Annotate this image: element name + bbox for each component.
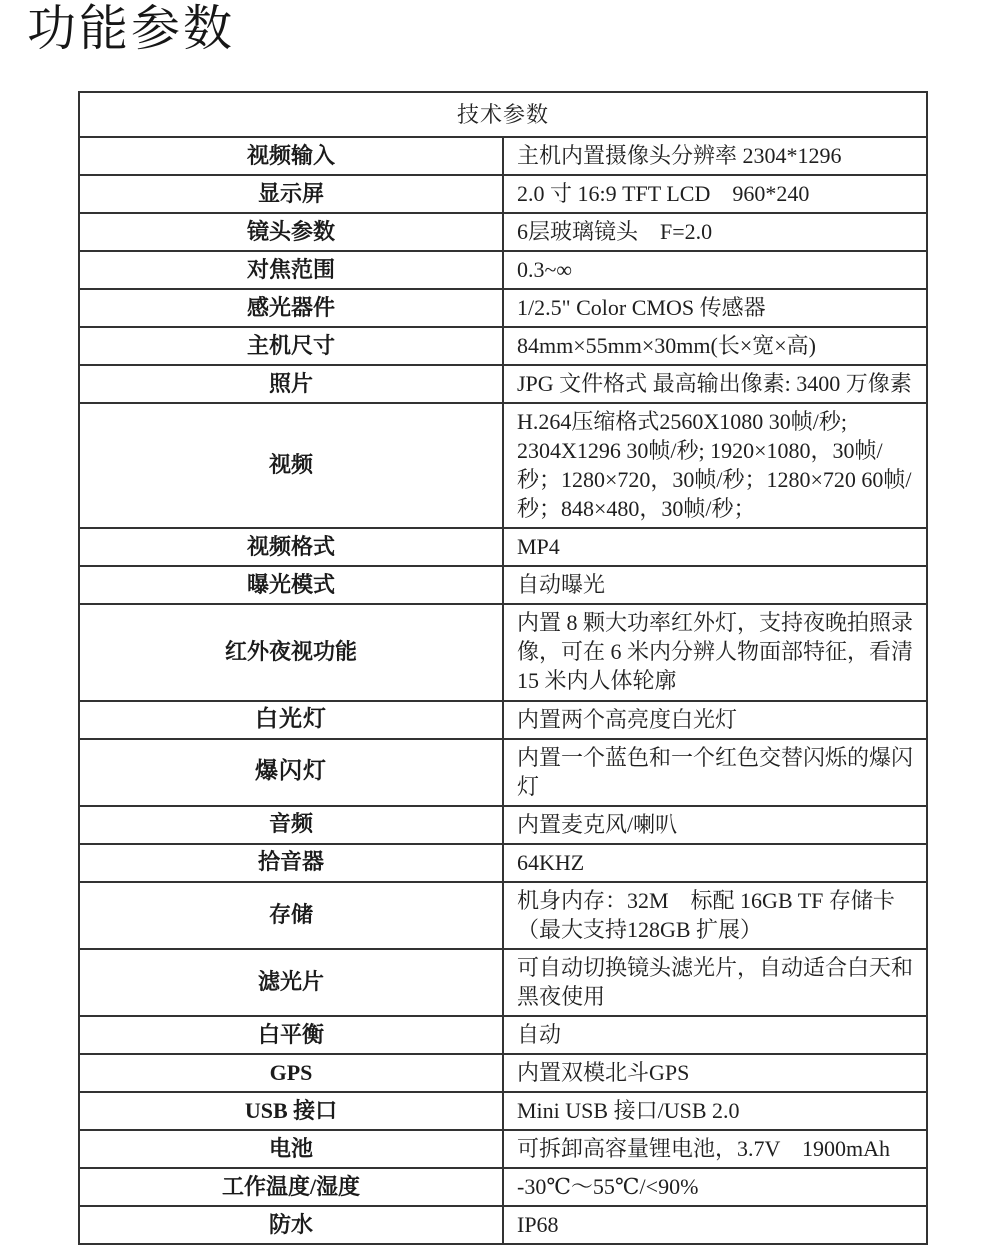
- spec-label: 白光灯: [79, 701, 503, 739]
- spec-label: GPS: [79, 1054, 503, 1092]
- spec-value: MP4: [503, 528, 927, 566]
- table-row: [79, 1092, 927, 1130]
- spec-label: 视频: [79, 403, 503, 528]
- spec-label: 主机尺寸: [79, 327, 503, 365]
- page-title: 功能参数: [27, 0, 236, 57]
- table-row: [79, 604, 927, 700]
- spec-value: 0.3~∞: [503, 251, 927, 289]
- table-row: [79, 213, 927, 251]
- table-header: 技术参数: [79, 92, 927, 137]
- table-row: [79, 701, 927, 739]
- spec-label: 镜头参数: [79, 213, 503, 251]
- table-row: [79, 1168, 927, 1206]
- spec-value: 6层玻璃镜头 F=2.0: [503, 213, 927, 251]
- spec-label: 视频格式: [79, 528, 503, 566]
- spec-value: 1/2.5" Color CMOS 传感器: [503, 289, 927, 327]
- spec-value: 可自动切换镜头滤光片，自动适合白天和黑夜使用: [503, 949, 927, 1016]
- spec-label: USB 接口: [79, 1092, 503, 1130]
- table-row: [79, 806, 927, 844]
- spec-value: 84mm×55mm×30mm(长×宽×高): [503, 327, 927, 365]
- table-row: [79, 327, 927, 365]
- table-row: [79, 365, 927, 403]
- spec-table: [78, 91, 928, 1245]
- spec-value: JPG 文件格式 最高输出像素: 3400 万像素: [503, 365, 927, 403]
- spec-label: 防水: [79, 1206, 503, 1244]
- spec-label: 曝光模式: [79, 566, 503, 604]
- spec-label: 感光器件: [79, 289, 503, 327]
- spec-label: 显示屏: [79, 175, 503, 213]
- spec-value: -30℃～55℃/<90%: [503, 1168, 927, 1206]
- spec-table-head: [79, 92, 927, 137]
- spec-value: 2.0 寸 16:9 TFT LCD 960*240: [503, 175, 927, 213]
- spec-value: 内置双模北斗GPS: [503, 1054, 927, 1092]
- spec-value: 主机内置摄像头分辨率 2304*1296: [503, 137, 927, 175]
- table-row: [79, 844, 927, 882]
- spec-value: 可拆卸高容量锂电池，3.7V 1900mAh: [503, 1130, 927, 1168]
- spec-value: 64KHZ: [503, 844, 927, 882]
- spec-label: 爆闪灯: [79, 739, 503, 806]
- spec-value: 内置麦克风/喇叭: [503, 806, 927, 844]
- table-row: [79, 175, 927, 213]
- spec-value: 内置 8 颗大功率红外灯，支持夜晚拍照录像，可在 6 米内分辨人物面部特征，看清 15 米内人体轮廓: [503, 604, 927, 700]
- spec-value: 自动: [503, 1016, 927, 1054]
- table-row: [79, 251, 927, 289]
- spec-value: IP68: [503, 1206, 927, 1244]
- spec-label: 音频: [79, 806, 503, 844]
- spec-label: 电池: [79, 1130, 503, 1168]
- spec-label: 存储: [79, 882, 503, 949]
- table-row: [79, 1130, 927, 1168]
- spec-label: 照片: [79, 365, 503, 403]
- spec-label: 视频输入: [79, 137, 503, 175]
- spec-value: 自动曝光: [503, 566, 927, 604]
- table-row: [79, 1206, 927, 1244]
- spec-table-body: [79, 137, 927, 1244]
- table-row: [79, 882, 927, 949]
- table-row: [79, 566, 927, 604]
- spec-value: 机身内存：32M 标配 16GB TF 存储卡（最大支持128GB 扩展）: [503, 882, 927, 949]
- table-row: [79, 403, 927, 528]
- table-row: [79, 949, 927, 1016]
- spec-value: Mini USB 接口/USB 2.0: [503, 1092, 927, 1130]
- spec-label: 滤光片: [79, 949, 503, 1016]
- spec-value: 内置一个蓝色和一个红色交替闪烁的爆闪灯: [503, 739, 927, 806]
- spec-label: 红外夜视功能: [79, 604, 503, 700]
- spec-label: 工作温度/湿度: [79, 1168, 503, 1206]
- spec-label: 拾音器: [79, 844, 503, 882]
- table-row: [79, 528, 927, 566]
- spec-value: 内置两个高亮度白光灯: [503, 701, 927, 739]
- table-header-row: [79, 92, 927, 137]
- table-row: [79, 137, 927, 175]
- table-row: [79, 1054, 927, 1092]
- spec-label: 白平衡: [79, 1016, 503, 1054]
- spec-value: H.264压缩格式2560X1080 30帧/秒; 2304X1296 30帧/秒; 1920×1080，30帧/秒；1280×720，30帧/秒；1280×720 60帧/秒；848×480，30帧/秒；: [503, 403, 927, 528]
- table-row: [79, 289, 927, 327]
- table-row: [79, 739, 927, 806]
- table-row: [79, 1016, 927, 1054]
- spec-label: 对焦范围: [79, 251, 503, 289]
